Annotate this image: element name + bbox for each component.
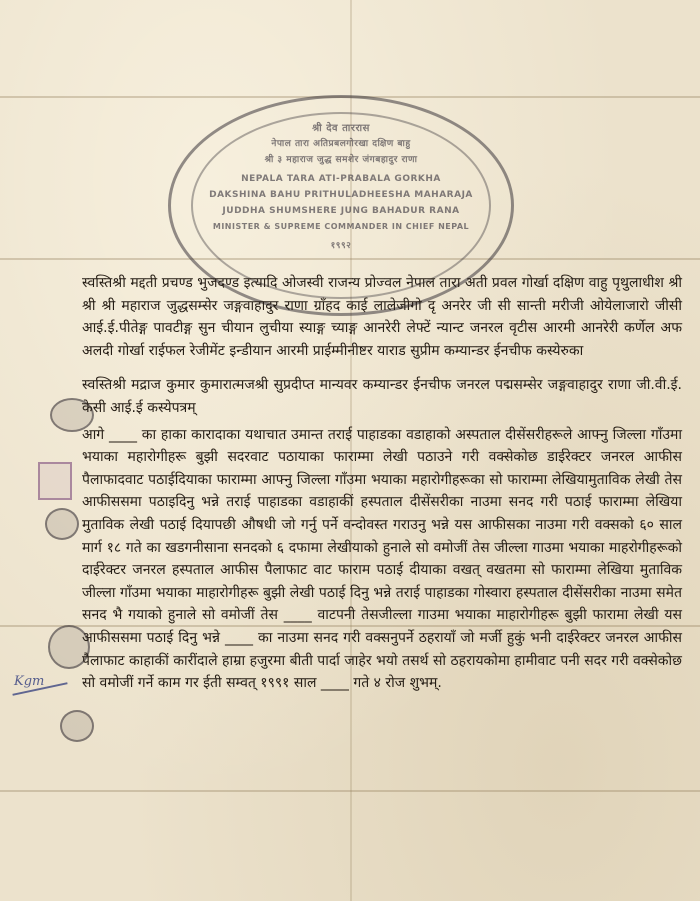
stamp-seal	[38, 462, 72, 500]
seal-text: श्री देव ताररास	[312, 123, 370, 134]
seal-text: JUDDHA SHUMSHERE JUNG BAHADUR RANA	[222, 206, 460, 216]
seal-text: DAKSHINA BAHU PRITHULADHEESHA MAHARAJA	[209, 190, 473, 200]
small-seal	[45, 508, 79, 540]
seal-text: श्री ३ महाराज जुद्ध समशेर जंगबहादुर राणा	[264, 155, 418, 165]
small-seal	[60, 710, 94, 742]
document-body	[82, 272, 682, 695]
seal-text: NEPALA TARA ATI-PRABALA GORKHA	[241, 174, 441, 184]
handwritten-signature: Kgm	[8, 670, 70, 710]
seal-text: MINISTER & SUPREME COMMANDER IN CHIEF NEPAL	[212, 222, 470, 231]
seal-text: १९९२	[330, 241, 352, 251]
salutation-paragraph: स्वस्तिश्री मद्दती प्रचण्ड भुजदण्ड इत्यादि ओजस्वी राजन्य प्रोज्वल नेपाल तारा अती प्रवल गोर्खा दक्षिण वाहु पृथुलाधीश श्री श्री श्री महाराज जुद्धसम्सेर जङ्गवाहादुर राणा ग्राँहद काई लालेजीगो दृ अनरेर जी सी सान्ती मरीजी ओयेलाजारो जीसी आई.ई.पीतेङ्ग पावटीङ्ग सुन चीयान लुचीया स्याङ्ग च्याङ्ग आनरेरी लेफ्टें न्यान्ट जनरल वृटीस आरमी आनरेरी कर्णेल अफ अलदी गोर्खा राईफल रेजीमेंट इन्डीयान आरमी प्राईम्मीनीष्टर याराड सुप्रीम कम्यान्डर ईनचीफ कस्येरुका	[82, 275, 682, 359]
addressee-paragraph: स्वस्तिश्री मद्राज कुमार कुमारात्मजश्री सुप्रदीप्त मान्यवर कम्यान्डर ईनचीफ जनरल पद्मसम्सेर जङ्गवाहादुर राणा जी.वी.ई. केसी आई.ई कस्येपत्रम्	[82, 377, 682, 416]
order-paragraph: आगे ____ का हाका कारादाका यथाचात उमान्त तराई पाहाडका वडाहाको अस्पताल दीसेंसरीहरूले आफ्नु जिल्ला गाँउमा भयाका महारोगीहरू बुझी सदरवाट पठायाका फाराम्मा लेखी पठाउने गरी वक्सेकोछ डाईरेक्टर जनरल आफीस पैलाफादवाट पठाईदियाका फाराम्मा आफ्नु जिल्ला गाँउमा भयाका महारोगीहरूका सो फाराम्मा लेखियामुताविक लेखी तेस आफीससमा पठाइदिनु भन्ने तराई पाहाडका वडाहाकीं हस्पताल दीसेंसरीका नाउमा सनद गरी पठाई फाराम्मा लेखिया मुताविक लेखी पठाई दियापछी औषधी जो गर्नु पर्ने वन्दोवस्त गराउनु भन्ने यस आफीसका नाउमा गरी वक्सको ६० साल मार्ग १८ गते का खडगनीसाना सनदको ६ दफामा लेखीयाको हुनाले सो वमोजीं तेस जील्ला गाउमा भयाका माहरोगीहरूको दाईरेक्टर जनरल हस्पताल आफीस पैलाफाट वाट फाराम पठाई दीयाका वखत् वखतमा सो फाराम्मा लेखिया मुताविक जील्ला गाँउमा भयाका माहारोगीहरू बुझी लेखी पठाई दिनु भन्ने तराई पाहाडका गोस्वारा हस्पताल दीसेंसरीका नाउमा समेत सनद भै गयाको हुनाले सो वमोजीं तेस ____ वाटपनी तेसजील्ला गाउमा भयाका माहारोगीहरू बुझी फारामा लेखी यस आफीससमा पठाई दिनु भन्ने ____ का नाउमा सनद गरी वक्सनुपर्ने ठहरायाँ जो मर्जी हुकुं भनी दाईरेक्टर जनरल आफीस पैलाफाट काहाकीं कारींदाले हाम्रा हजुरमा बीती पार्दा जाहेर भयो तसर्थ सो ठहरायकोमा हामीवाट पनी सदर गरी वक्सेकोछ सो वमोजीं गर्ने काम गर ईती सम्वत् १९९१ साल ____ गते ४ रोज शुभम्.	[82, 426, 682, 692]
seal-text: नेपाल तारा अतिप्रबलगोरखा दक्षिण बाहु	[271, 139, 411, 149]
